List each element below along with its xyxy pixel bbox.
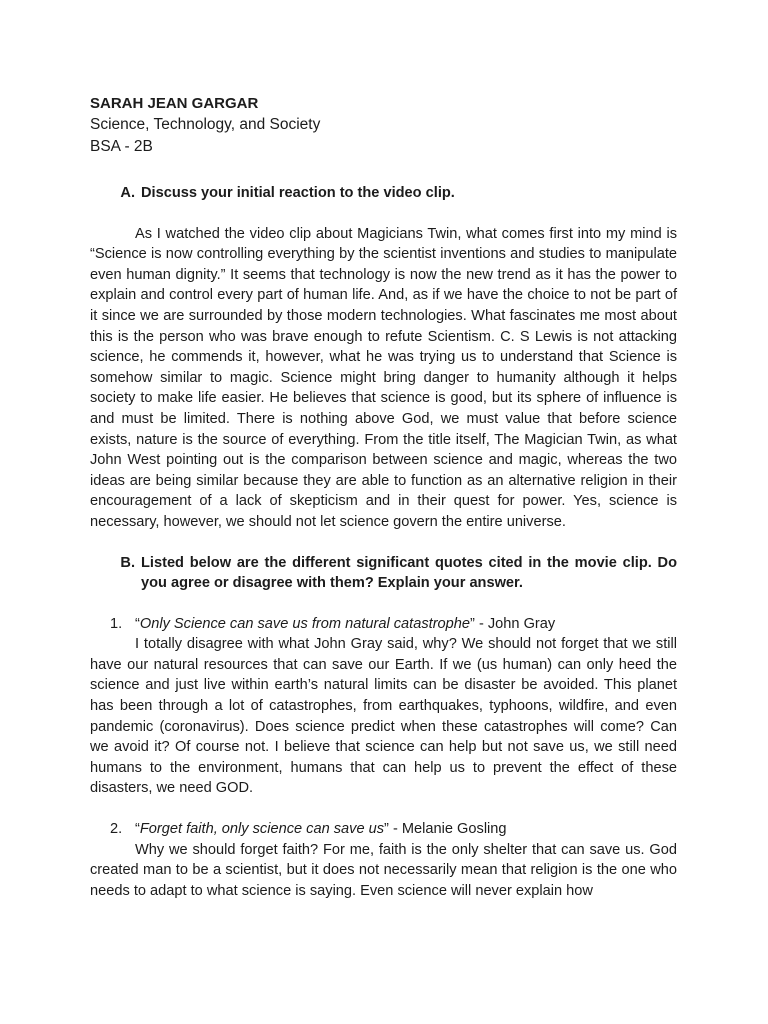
quote-text-wrapper: [135, 819, 677, 840]
quote-answer: I totally disagree with what John Gray said, why? We should not forget that we still have our natural resources that can save our Earth. If we (us human) can only heed the science and just live within earth’s natural limits can be disaster be avoided. This planet has been through a lot of catastrophes, from earthquakes, typhoons, wildfire, and even pandemic (coronavirus). Does science predict when these catastrophes will come? Can we avoid it? Of course not. I believe that science can help but not save us, we still need humans to the environment, humans that can help us to prevent the effect of these disasters, we need GOD.: [90, 636, 677, 797]
section-b-heading: [90, 553, 677, 594]
quote-answer: Why we should forget faith? For me, faith is the only shelter that can save us. God created man to be a scientist, but it does not necessarily mean that religion is the one who needs to adapt to what science is saying. Even science will never explain how: [90, 841, 677, 899]
quote-number: 1.: [110, 615, 123, 632]
quote-item-2: [90, 819, 677, 901]
document-body: [90, 93, 677, 901]
quote-item-1: [90, 614, 677, 799]
open-quote-mark: “: [135, 615, 140, 632]
class-section: BSA - 2B: [90, 137, 153, 155]
quote-attribution: - John Gray: [474, 615, 556, 632]
section-a-paragraph: As I watched the video clip about Magicians Twin, what comes first into my mind is “Science is now controlling everything by the scientist inventions and studies to manipulate even human dignity.” It seems that technology is now the new trend as it has the power to explain and control every part of human life. And, as if we have the choice to not be part of it since we are surrounded by those modern technologies. What fascinates me most about this is the person who was brave enough to refute Scientism. C. S Lewis is not attacking science, he commends it, however, what he was trying us to understand that Science is somehow similar to magic. Science might bring danger to humanity although it helps society to make life easier. He believes that science is good, but its sphere of influence is and must be limited. There is nothing above God, we must value that before science exists, nature is the source of everything. From the title itself, The Magician Twin, as what John West pointing out is the comparison between science and magic, whereas the two ideas are being similar because they are able to function as an alternative religion in their encouragement of a lack of skepticism and in their quest for power. Yes, science is necessary, however, we should not let science govern the entire universe.: [90, 225, 677, 530]
section-a-marker: A.: [120, 185, 135, 201]
section-a-title: Discuss your initial reaction to the video clip.: [141, 185, 455, 201]
course-title: Science, Technology, and Society: [90, 116, 321, 133]
quote-text-wrapper: [135, 614, 677, 635]
quote-text: Forget faith, only science can save us: [139, 821, 385, 838]
section-a-heading: [90, 183, 677, 204]
close-quote-mark: ”: [470, 615, 475, 632]
author-name: SARAH JEAN GARGAR: [90, 95, 259, 112]
quote-number: 2.: [110, 821, 123, 838]
quote-text: Only Science can save us from natural catastrophe: [139, 615, 471, 632]
quote-attribution: - Melanie Gosling: [388, 821, 507, 838]
quote-line: [90, 819, 677, 840]
section-b-marker: B.: [120, 554, 135, 571]
open-quote-mark: “: [135, 821, 140, 838]
close-quote-mark: ”: [384, 821, 389, 838]
quote-line: [90, 614, 677, 635]
section-b-title: Listed below are the different significant quotes cited in the movie clip. Do you agree or disagree with them? Explain your answer.: [141, 554, 677, 592]
